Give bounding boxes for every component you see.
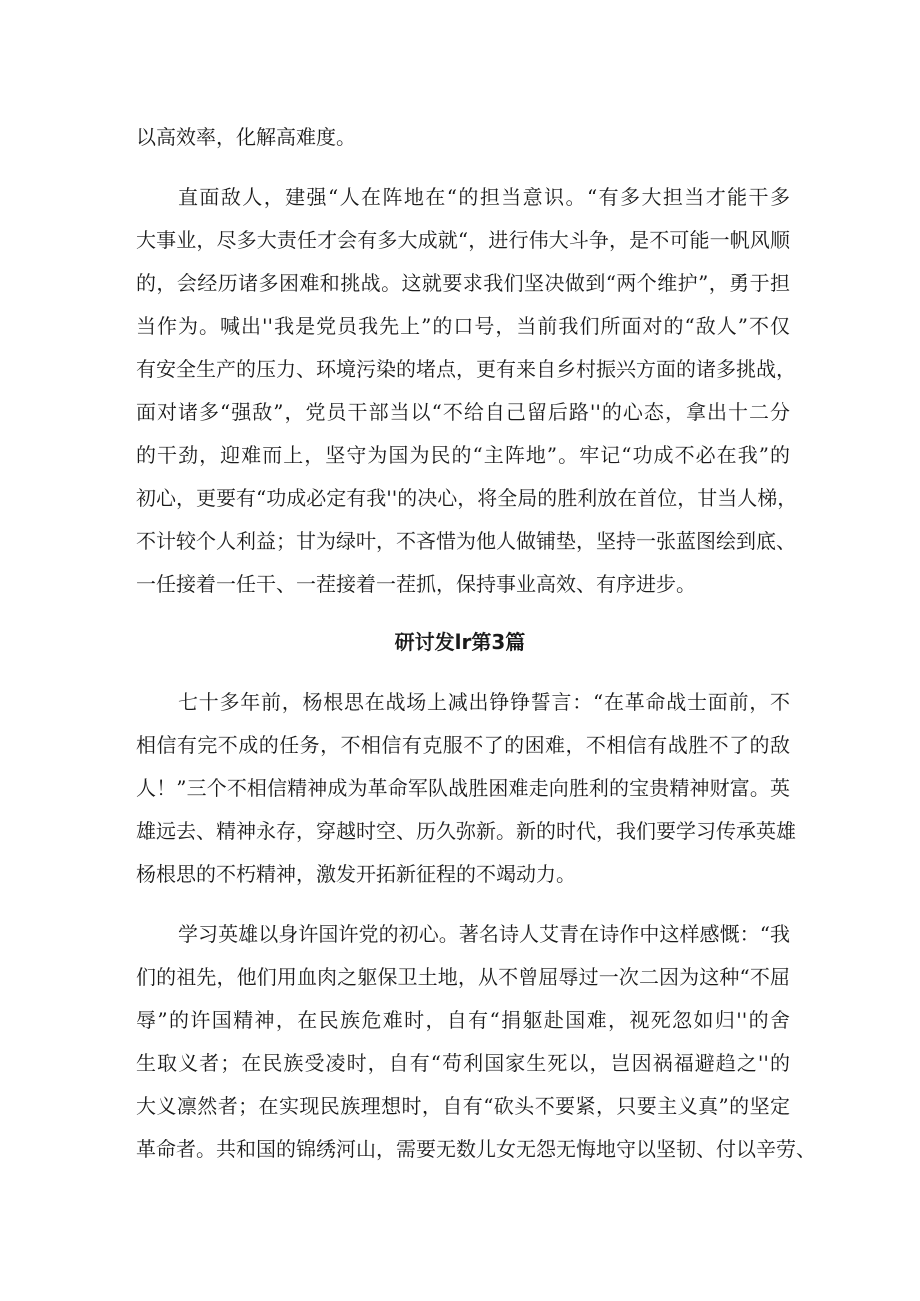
paragraph-line: 生取义者；在民族受凌时，自有“苟利国家生死以，岂因祸福避趋之''的 [136, 1051, 790, 1075]
paragraph-line: 不计较个人利益；甘为绿叶，不吝惜为他人做铺垫，坚持一张蓝图绘到底、 [136, 529, 796, 553]
section-heading: 研讨发lr第3篇 [394, 630, 526, 654]
paragraph-line: 们的祖先，他们用血肉之躯保卫土地，从不曾屈辱过一次二因为这种“不屈 [136, 965, 790, 989]
paragraph-line: 相信有完不成的任务，不相信有克服不了的困难，不相信有战胜不了的敌 [136, 733, 790, 757]
paragraph-line: 辱”的许国精神，在民族危难时，自有“捐躯赴国难，视死忽如归''的舍 [136, 1008, 790, 1032]
paragraph-line: 杨根思的不朽精神，激发开拓新征程的不竭动力。 [136, 862, 576, 886]
paragraph-line: 以高效率，化解高难度。 [136, 125, 356, 149]
paragraph-line: 雄远去、精神永存，穿越时空、历久弥新。新的时代，我们要学习传承英雄 [136, 819, 796, 843]
paragraph-line: 面对诸多“强敌”，党员干部当以“不给自己留后路''的心态，拿出十二分 [136, 400, 790, 424]
paragraph-line: 有安全生产的压力、环境污染的堵点，更有来自乡村振兴方面的诸多挑战， [136, 357, 796, 381]
paragraph-line: 大义凛然者；在实现民族理想时，自有“砍头不要紧，只要主义真”的坚定 [136, 1094, 790, 1118]
paragraph-line: 大事业，尽多大责任才会有多大成就“，进行伟大斗争，是不可能一帆风顺 [136, 228, 790, 252]
paragraph-line: 的，会经历诸多困难和挑战。这就要求我们坚决做到“两个维护”，勇于担 [136, 271, 790, 295]
paragraph-line: 当作为。喊出''我是党员我先上”的口号，当前我们所面对的“敌人”不仅 [136, 314, 790, 338]
paragraph-line: 革命者。共和国的锦绣河山，需要无数儿女无怨无悔地守以坚韧、付以辛劳、 [136, 1137, 816, 1161]
paragraph-line: 一任接着一任干、一茬接着一茬抓，保持事业高效、有序进步。 [136, 572, 696, 596]
paragraph-line: 人！”三个不相信精神成为革命军队战胜困难走向胜利的宝贵精神财富。英 [136, 776, 790, 800]
paragraph-line: 的干劲，迎难而上，坚守为国为民的“主阵地”。牢记“功成不必在我”的 [136, 443, 790, 467]
paragraph-line: 学习英雄以身许国许党的初心。著名诗人艾青在诗作中这样感慨：“我 [178, 922, 790, 946]
paragraph-line: 七十多年前，杨根思在战场上减出铮铮誓言：“在革命战士面前，不 [178, 690, 790, 714]
paragraph-line: 初心，更要有“功成必定有我''的决心，将全局的胜利放在首位，甘当人梯， [136, 486, 798, 510]
paragraph-line: 直面敌人，建强“人在阵地在“的担当意识。“有多大担当才能干多 [178, 185, 790, 209]
